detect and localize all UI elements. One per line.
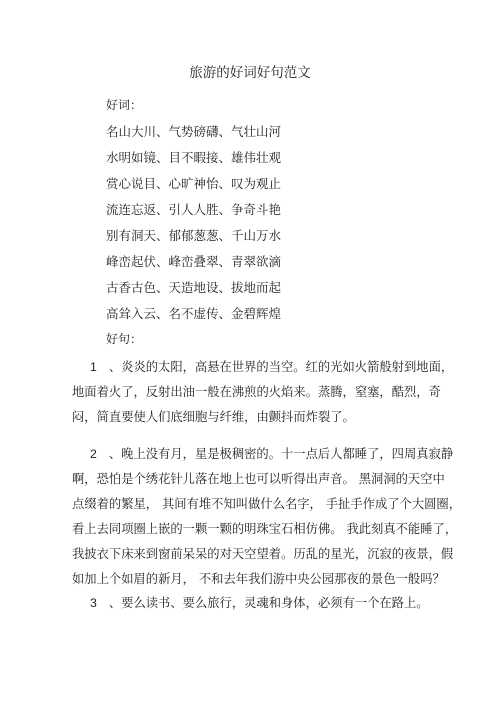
paragraph-line: 闷，简直要使人们底细胞与纤维，由颤抖而炸裂了。: [72, 410, 355, 424]
paragraph-number: 3: [90, 596, 97, 610]
good-words-row: 名山大川、气势磅礴、气壮山河: [106, 124, 282, 139]
sentence-paragraph-3: [72, 591, 429, 616]
sentence-paragraph-1: [72, 355, 454, 430]
paragraph-text: 、晚上没有月，星是极稠密的。十一点后人都睡了，四周真寂静: [108, 447, 454, 461]
paragraph-line: 地面着火了，反射出油一般在沸煎的火焰来。蒸腾，窒塞，酷烈，奇: [72, 385, 441, 399]
paragraph-line: [72, 355, 454, 380]
good-words-row: 高耸入云、名不虚传、金碧辉煌: [106, 306, 282, 321]
good-words-list: [106, 119, 281, 327]
good-words-row: 别有洞天、郁郁葱葱、千山万水: [106, 228, 282, 243]
paragraph-number: 1: [90, 360, 97, 374]
sentence-paragraph-2: [72, 442, 462, 592]
good-words-row: 赏心说目、心旷神怡、叹为观止: [106, 176, 282, 191]
good-sentences-label: 好句：: [106, 332, 143, 346]
good-words-row: 水明如镜、目不暇接、雄伟壮观: [106, 150, 282, 165]
paragraph-text: 、要么读书、要么旅行，灵魂和身体，必须有一个在路上。: [108, 596, 429, 610]
document-title: 旅游的好词好句范文: [189, 65, 311, 81]
good-words-row: 古香古色、天造地设、拔地而起: [106, 280, 282, 295]
paragraph-text: 、炎炎的太阳，高悬在世界的当空。红的光如火箭般射到地面，: [108, 360, 454, 374]
paragraph-line: [72, 442, 454, 467]
paragraph-line: 点缀着的繁星， 其间有堆不知叫做什么名字， 手扯手作成了个大圆圈，: [72, 497, 462, 511]
good-words-label: 好词：: [106, 98, 143, 112]
paragraph-line: [72, 591, 429, 616]
paragraph-line: 看上去同项圈上嵌的一颗一颗的明珠宝石相仿佛。 我此刻真不能睡了，: [72, 522, 458, 536]
good-words-row: 流连忘返、引人人胜、争奇斗艳: [106, 202, 282, 217]
paragraph-line: 我披衣下床来到窗前呆呆的对天空望着。历乱的星光，沉寂的夜景，假: [72, 547, 454, 561]
paragraph-line: 如加上个如眉的新月， 不和去年我们游中央公园那夜的景色一般吗？: [72, 572, 445, 586]
paragraph-number: 2: [90, 447, 97, 461]
good-words-row: 峰峦起伏、峰峦叠翠、青翠欲滴: [106, 254, 282, 269]
paragraph-line: 啊，恐怕是个绣花针儿落在地上也可以听得出声音。 黑洞洞的天空中: [72, 472, 445, 486]
